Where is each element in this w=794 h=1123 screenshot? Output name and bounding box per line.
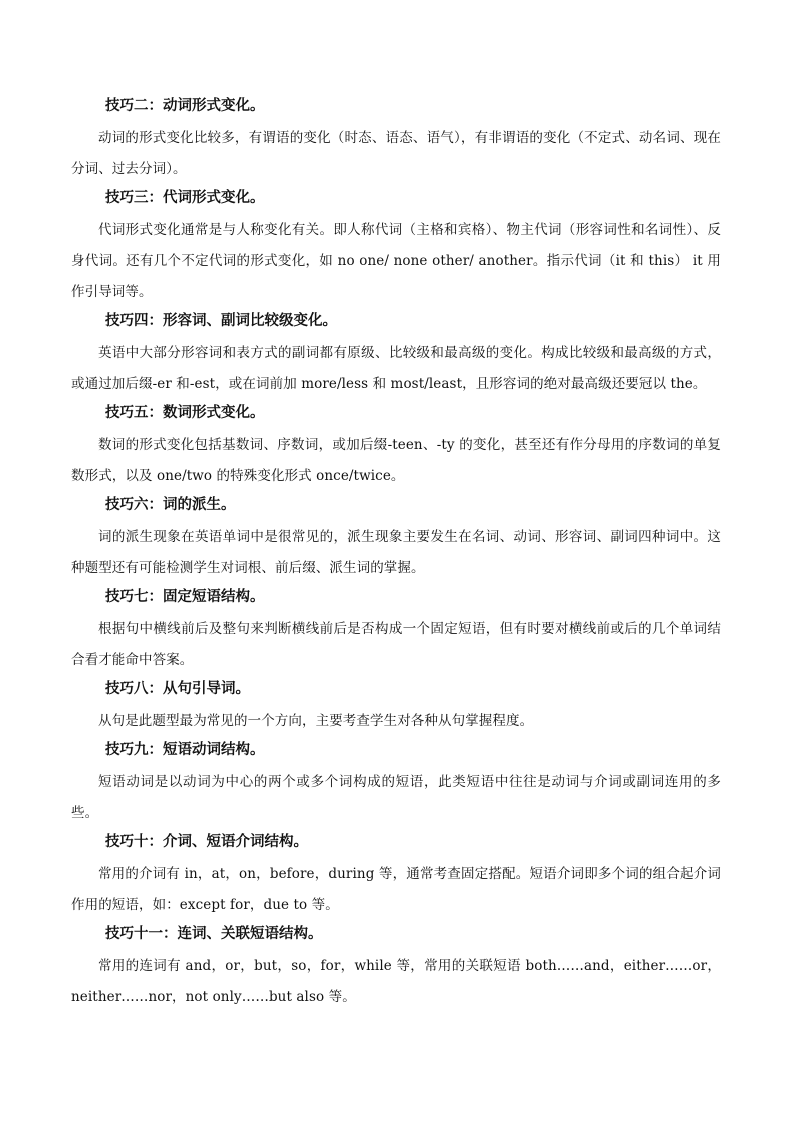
section-tip-6 — [71, 495, 721, 584]
section-tip-8 — [71, 679, 721, 737]
section-body: 英语中大部分形容词和表方式的副词都有原级、比较级和最高级的变化。构成比较级和最高级的方式，或通过加后缀-er 和-est，或在词前加 more/less 和 most/least，且形容词的绝对最高级还要冠以 the。 — [71, 345, 721, 392]
section-heading: 技巧十：介词、短语介词结构。 — [105, 834, 308, 850]
section-tip-5 — [71, 403, 721, 492]
section-heading: 技巧二：动词形式变化。 — [105, 98, 265, 114]
section-tip-4 — [71, 311, 721, 400]
section-body: 词的派生现象在英语单词中是很常见的，派生现象主要发生在名词、动词、形容词、副词四种词中。这种题型还有可能检测学生对词根、前后缀、派生词的掌握。 — [71, 529, 721, 576]
section-body: 短语动词是以动词为中心的两个或多个词构成的短语，此类短语中往往是动词与介词或副词连用的多些。 — [71, 774, 721, 821]
section-body: 动词的形式变化比较多，有谓语的变化（时态、语态、语气），有非谓语的变化（不定式、动名词、现在分词、过去分词）。 — [71, 130, 721, 177]
section-tip-9 — [71, 740, 721, 829]
section-body: 根据句中横线前后及整句来判断横线前后是否构成一个固定短语，但有时要对横线前或后的几个单词结合看才能命中答案。 — [71, 621, 721, 668]
section-tip-2 — [71, 96, 721, 185]
section-body: 常用的介词有 in，at，on，before，during 等，通常考查固定搭配。短语介词即多个词的组合起介词作用的短语，如：except for，due to 等。 — [71, 866, 721, 913]
section-tip-10 — [71, 832, 721, 921]
section-heading: 技巧五：数词形式变化。 — [105, 405, 265, 421]
section-body: 数词的形式变化包括基数词、序数词，或加后缀-teen、-ty 的变化，甚至还有作分母用的序数词的单复数形式，以及 one/two 的特殊变化形式 once/twice。 — [71, 437, 721, 484]
section-heading: 技巧八：从句引导词。 — [105, 681, 250, 697]
section-heading: 技巧六：词的派生。 — [105, 497, 236, 513]
section-body: 代词形式变化通常是与人称变化有关。即人称代词（主格和宾格）、物主代词（形容词性和名词性）、反身代词。还有几个不定代词的形式变化，如 no one/ none other/ another。指示代词（it 和 this） it 用作引导词等。 — [71, 222, 721, 300]
section-body: 从句是此题型最为常见的一个方向，主要考查学生对各种从句掌握程度。 — [98, 713, 534, 729]
section-heading: 技巧四：形容词、副词比较级变化。 — [105, 313, 337, 329]
section-tip-11 — [71, 924, 721, 1013]
section-heading: 技巧十一：连词、关联短语结构。 — [105, 926, 323, 942]
section-tip-3 — [71, 188, 721, 308]
section-heading: 技巧七：固定短语结构。 — [105, 589, 265, 605]
document-content — [71, 96, 721, 1016]
section-heading: 技巧九：短语动词结构。 — [105, 742, 265, 758]
section-tip-7 — [71, 587, 721, 676]
section-body: 常用的连词有 and，or，but，so，for，while 等，常用的关联短语 both……and，either……or，neither……nor，not only……but also 等。 — [71, 958, 721, 1005]
section-heading: 技巧三：代词形式变化。 — [105, 190, 265, 206]
